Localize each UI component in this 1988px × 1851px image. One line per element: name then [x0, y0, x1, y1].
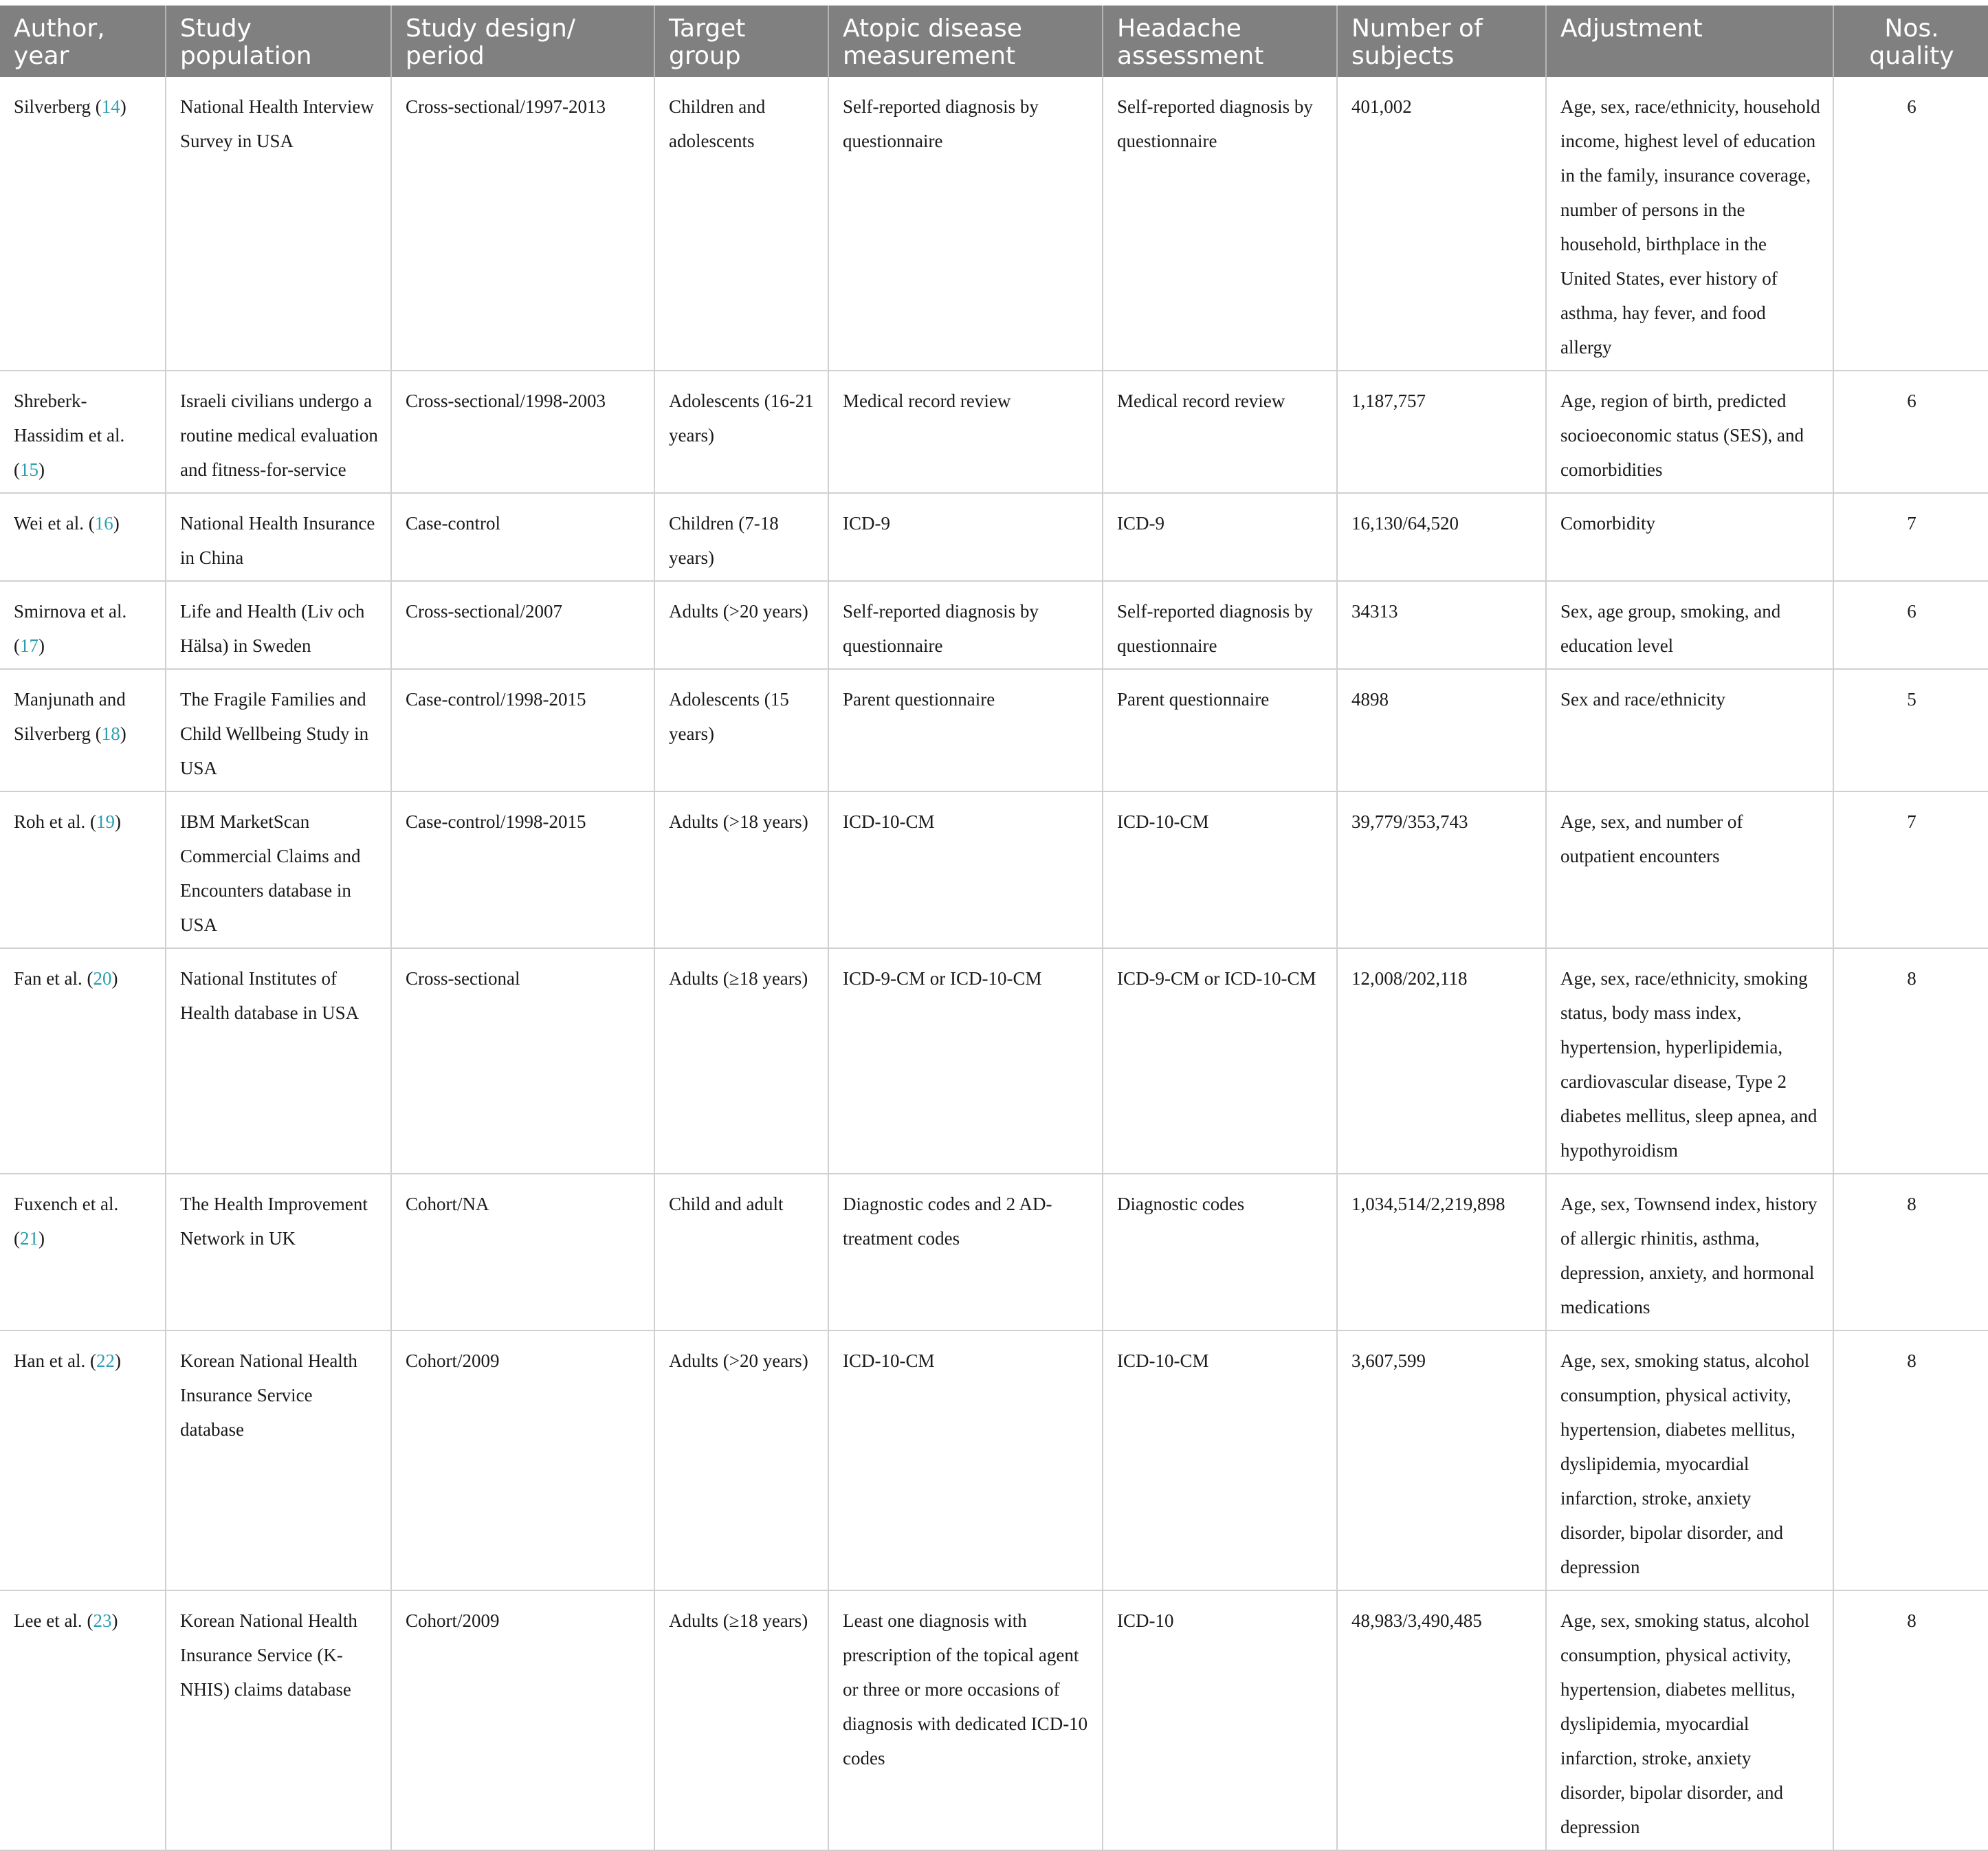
cell-author: Lee et al. (23): [0, 1590, 166, 1850]
cell-headache-assessment: Self-reported diagnosis by questionnaire: [1103, 581, 1337, 669]
cell-adjustment: Sex, age group, smoking, and education level: [1546, 581, 1833, 669]
cell-number-of-subjects: 4898: [1337, 669, 1546, 791]
author-name: Fuxench et al.: [14, 1194, 119, 1214]
cell-study-design: Case-control: [391, 493, 654, 581]
cell-number-of-subjects: 1,034,514/2,219,898: [1337, 1174, 1546, 1330]
cell-nos-quality: 8: [1833, 948, 1988, 1174]
cell-target-group: Adults (>20 years): [654, 1330, 828, 1590]
studies-table: [0, 6, 1988, 1851]
cell-study-population: Life and Health (Liv och Hälsa) in Sweden: [166, 581, 391, 669]
cell-number-of-subjects: 34313: [1337, 581, 1546, 669]
cell-atopic-measurement: Diagnostic codes and 2 AD-treatment codes: [828, 1174, 1103, 1330]
reference-link[interactable]: 14: [101, 96, 120, 117]
table-row: [0, 581, 1988, 669]
cell-author: Silverberg (14): [0, 77, 166, 371]
cell-author: Manjunath and Silverberg (18): [0, 669, 166, 791]
cell-study-population: Korean National Health Insurance Service database: [166, 1330, 391, 1590]
cell-author: Fan et al. (20): [0, 948, 166, 1174]
cell-author: Wei et al. (16): [0, 493, 166, 581]
cell-adjustment: Age, sex, and number of outpatient encounters: [1546, 791, 1833, 948]
header-nos-quality: Nos. quality: [1833, 6, 1988, 77]
author-name: Smirnova et al.: [14, 601, 127, 622]
cell-study-design: Cross-sectional/1998-2003: [391, 371, 654, 493]
cell-adjustment: Age, sex, race/ethnicity, smoking status, body mass index, hypertension, hyperlipidemia, cardiovascular disease, Type 2 diabetes mellitus, sleep apnea, and hypothyroidism: [1546, 948, 1833, 1174]
header-number-of-subjects: Number of subjects: [1337, 6, 1546, 77]
cell-nos-quality: 7: [1833, 791, 1988, 948]
cell-adjustment: Age, sex, Townsend index, history of allergic rhinitis, asthma, depression, anxiety, and hormonal medications: [1546, 1174, 1833, 1330]
cell-target-group: Adults (>20 years): [654, 581, 828, 669]
cell-study-population: The Health Improvement Network in UK: [166, 1174, 391, 1330]
cell-study-design: Cohort/2009: [391, 1590, 654, 1850]
author-name: Han et al.: [14, 1350, 86, 1371]
cell-atopic-measurement: Self-reported diagnosis by questionnaire: [828, 581, 1103, 669]
cell-target-group: Adults (≥18 years): [654, 948, 828, 1174]
cell-atopic-measurement: Parent questionnaire: [828, 669, 1103, 791]
reference-link[interactable]: 22: [96, 1350, 115, 1371]
cell-nos-quality: 8: [1833, 1174, 1988, 1330]
header-study-design: Study design/ period: [391, 6, 654, 77]
cell-headache-assessment: ICD-9: [1103, 493, 1337, 581]
reference-link[interactable]: 15: [20, 459, 38, 480]
cell-atopic-measurement: ICD-10-CM: [828, 791, 1103, 948]
cell-author: Shreberk-Hassidim et al. (15): [0, 371, 166, 493]
cell-adjustment: Age, sex, race/ethnicity, household income, highest level of education in the family, insurance coverage, number of persons in the household, birthplace in the United States, ever history of asthma, hay fever, and food allergy: [1546, 77, 1833, 371]
cell-atopic-measurement: Medical record review: [828, 371, 1103, 493]
table-row: [0, 1174, 1988, 1330]
cell-atopic-measurement: Least one diagnosis with prescription of the topical agent or three or more occasions of diagnosis with dedicated ICD-10 codes: [828, 1590, 1103, 1850]
table-row: [0, 1590, 1988, 1850]
cell-target-group: Children and adolescents: [654, 77, 828, 371]
cell-study-design: Cohort/2009: [391, 1330, 654, 1590]
cell-number-of-subjects: 3,607,599: [1337, 1330, 1546, 1590]
table-row: [0, 791, 1988, 948]
cell-author: Roh et al. (19): [0, 791, 166, 948]
table-row: [0, 77, 1988, 371]
reference-link[interactable]: 17: [20, 635, 38, 656]
cell-nos-quality: 6: [1833, 371, 1988, 493]
cell-nos-quality: 5: [1833, 669, 1988, 791]
cell-headache-assessment: ICD-10-CM: [1103, 791, 1337, 948]
cell-study-population: National Health Interview Survey in USA: [166, 77, 391, 371]
header-author-year: Author, year: [0, 6, 166, 77]
header-headache-assessment: Headache assessment: [1103, 6, 1337, 77]
cell-atopic-measurement: ICD-9: [828, 493, 1103, 581]
cell-headache-assessment: ICD-9-CM or ICD-10-CM: [1103, 948, 1337, 1174]
cell-target-group: Child and adult: [654, 1174, 828, 1330]
author-name: Fan et al.: [14, 968, 82, 989]
table-row: [0, 493, 1988, 581]
reference-link[interactable]: 20: [93, 968, 112, 989]
cell-study-population: IBM MarketScan Commercial Claims and Encounters database in USA: [166, 791, 391, 948]
cell-adjustment: Comorbidity: [1546, 493, 1833, 581]
reference-link[interactable]: 16: [94, 513, 113, 534]
cell-nos-quality: 6: [1833, 77, 1988, 371]
cell-adjustment: Age, region of birth, predicted socioeconomic status (SES), and comorbidities: [1546, 371, 1833, 493]
cell-author: Smirnova et al. (17): [0, 581, 166, 669]
cell-headache-assessment: Parent questionnaire: [1103, 669, 1337, 791]
cell-study-design: Cross-sectional/1997-2013: [391, 77, 654, 371]
cell-study-population: National Institutes of Health database in USA: [166, 948, 391, 1174]
cell-number-of-subjects: 16,130/64,520: [1337, 493, 1546, 581]
reference-link[interactable]: 18: [101, 723, 120, 744]
cell-nos-quality: 6: [1833, 581, 1988, 669]
table-row: [0, 948, 1988, 1174]
cell-adjustment: Age, sex, smoking status, alcohol consumption, physical activity, hypertension, diabetes mellitus, dyslipidemia, myocardial infarction, stroke, anxiety disorder, bipolar disorder, and depression: [1546, 1330, 1833, 1590]
author-name: Shreberk-Hassidim et al.: [14, 391, 125, 446]
cell-headache-assessment: Self-reported diagnosis by questionnaire: [1103, 77, 1337, 371]
reference-link[interactable]: 21: [20, 1228, 38, 1249]
cell-study-design: Case-control/1998-2015: [391, 791, 654, 948]
author-name: Wei et al.: [14, 513, 85, 534]
table-row: [0, 669, 1988, 791]
cell-target-group: Adolescents (16-21 years): [654, 371, 828, 493]
cell-headache-assessment: Medical record review: [1103, 371, 1337, 493]
cell-number-of-subjects: 401,002: [1337, 77, 1546, 371]
author-name: Silverberg: [14, 96, 91, 117]
cell-atopic-measurement: Self-reported diagnosis by questionnaire: [828, 77, 1103, 371]
cell-study-population: Korean National Health Insurance Service (K-NHIS) claims database: [166, 1590, 391, 1850]
cell-number-of-subjects: 12,008/202,118: [1337, 948, 1546, 1174]
cell-adjustment: Sex and race/ethnicity: [1546, 669, 1833, 791]
table-header-row: [0, 6, 1988, 77]
author-name: Lee et al.: [14, 1610, 82, 1631]
cell-atopic-measurement: ICD-9-CM or ICD-10-CM: [828, 948, 1103, 1174]
cell-atopic-measurement: ICD-10-CM: [828, 1330, 1103, 1590]
cell-nos-quality: 7: [1833, 493, 1988, 581]
cell-study-design: Cross-sectional: [391, 948, 654, 1174]
cell-headache-assessment: Diagnostic codes: [1103, 1174, 1337, 1330]
cell-nos-quality: 8: [1833, 1330, 1988, 1590]
cell-target-group: Adults (≥18 years): [654, 1590, 828, 1850]
cell-study-design: Cohort/NA: [391, 1174, 654, 1330]
cell-number-of-subjects: 48,983/3,490,485: [1337, 1590, 1546, 1850]
table-row: [0, 1330, 1988, 1590]
cell-study-population: National Health Insurance in China: [166, 493, 391, 581]
cell-study-design: Cross-sectional/2007: [391, 581, 654, 669]
cell-headache-assessment: ICD-10: [1103, 1590, 1337, 1850]
author-name: Manjunath and Silverberg: [14, 689, 126, 744]
cell-adjustment: Age, sex, smoking status, alcohol consumption, physical activity, hypertension, diabetes mellitus, dyslipidemia, myocardial infarction, stroke, anxiety disorder, bipolar disorder, and depression: [1546, 1590, 1833, 1850]
header-adjustment: Adjustment: [1546, 6, 1833, 77]
cell-number-of-subjects: 1,187,757: [1337, 371, 1546, 493]
header-study-population: Study population: [166, 6, 391, 77]
cell-study-population: The Fragile Families and Child Wellbeing Study in USA: [166, 669, 391, 791]
cell-author: Han et al. (22): [0, 1330, 166, 1590]
cell-target-group: Adolescents (15 years): [654, 669, 828, 791]
header-atopic-disease-measurement: Atopic disease measurement: [828, 6, 1103, 77]
cell-target-group: Children (7-18 years): [654, 493, 828, 581]
reference-link[interactable]: 19: [96, 811, 115, 832]
cell-number-of-subjects: 39,779/353,743: [1337, 791, 1546, 948]
header-target-group: Target group: [654, 6, 828, 77]
author-name: Roh et al.: [14, 811, 86, 832]
cell-author: Fuxench et al. (21): [0, 1174, 166, 1330]
cell-study-population: Israeli civilians undergo a routine medical evaluation and fitness-for-service: [166, 371, 391, 493]
table-row: [0, 371, 1988, 493]
reference-link[interactable]: 23: [93, 1610, 112, 1631]
cell-headache-assessment: ICD-10-CM: [1103, 1330, 1337, 1590]
cell-study-design: Case-control/1998-2015: [391, 669, 654, 791]
cell-nos-quality: 8: [1833, 1590, 1988, 1850]
cell-target-group: Adults (>18 years): [654, 791, 828, 948]
